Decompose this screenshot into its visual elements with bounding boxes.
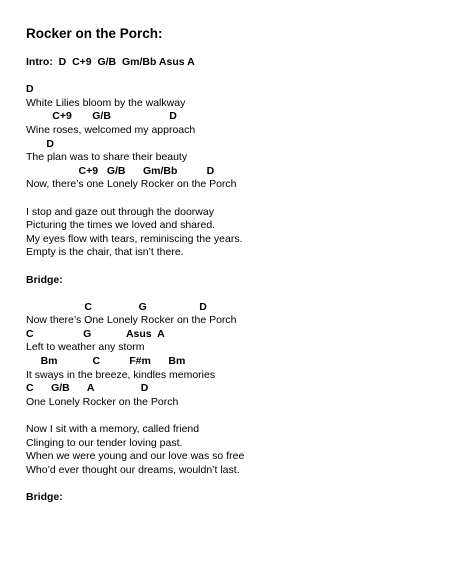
song-body — [26, 56, 436, 505]
lyric-line: White Lilies bloom by the walkway — [26, 96, 186, 109]
chord-line: D — [26, 83, 34, 96]
chord-line: Bridge: — [26, 491, 63, 503]
lyric-line: Wine roses, welcomed my approach — [26, 123, 196, 136]
chord-line: C G D — [26, 300, 207, 313]
lyric-line: One Lonely Rocker on the Porch — [26, 395, 179, 408]
chord-line: C+9 G/B D — [26, 110, 177, 123]
blank-line — [26, 192, 436, 206]
blank-line — [26, 287, 436, 301]
chord-line: Bridge: — [26, 273, 63, 286]
chord-line: Bm C F#m Bm — [26, 355, 186, 368]
blank-line — [26, 70, 436, 84]
lyric-line: Empty is the chair, that isn’t there. — [26, 246, 184, 259]
song-title: Rocker on the Porch: — [26, 26, 163, 41]
lyric-line: Now I sit with a memory, called friend — [26, 423, 200, 436]
chord-line: C+9 G/B Gm/Bb D — [26, 164, 215, 177]
lyric-line: Left to weather any storm — [26, 341, 145, 354]
lyric-line: Picturing the times we loved and shared. — [26, 219, 216, 232]
lyric-line: I stop and gaze out through the doorway — [26, 205, 214, 218]
lyric-line: Who’d ever thought our dreams, wouldn’t last. — [26, 463, 240, 476]
blank-line — [26, 477, 436, 491]
lyric-line: Now there’s One Lonely Rocker on the Porch — [26, 314, 237, 327]
lyric-line: Clinging to our tender loving past. — [26, 436, 183, 449]
lyric-line: Now, there’s one Lonely Rocker on the Porch — [26, 178, 237, 191]
chord-line: Intro: D C+9 G/B Gm/Bb Asus A — [26, 56, 195, 68]
blank-line — [26, 409, 436, 423]
chord-line: C G/B A D — [26, 382, 149, 395]
lyric-line: When we were young and our love was so free — [26, 450, 245, 463]
chord-line: C G Asus A — [26, 327, 165, 340]
lyric-line: The plan was to share their beauty — [26, 151, 188, 164]
lyric-line: My eyes flow with tears, reminiscing the years. — [26, 232, 243, 245]
blank-line — [26, 260, 436, 274]
lyric-line: It sways in the breeze, kindles memories — [26, 368, 216, 381]
song-sheet — [26, 25, 436, 505]
chord-line: D — [26, 137, 55, 150]
